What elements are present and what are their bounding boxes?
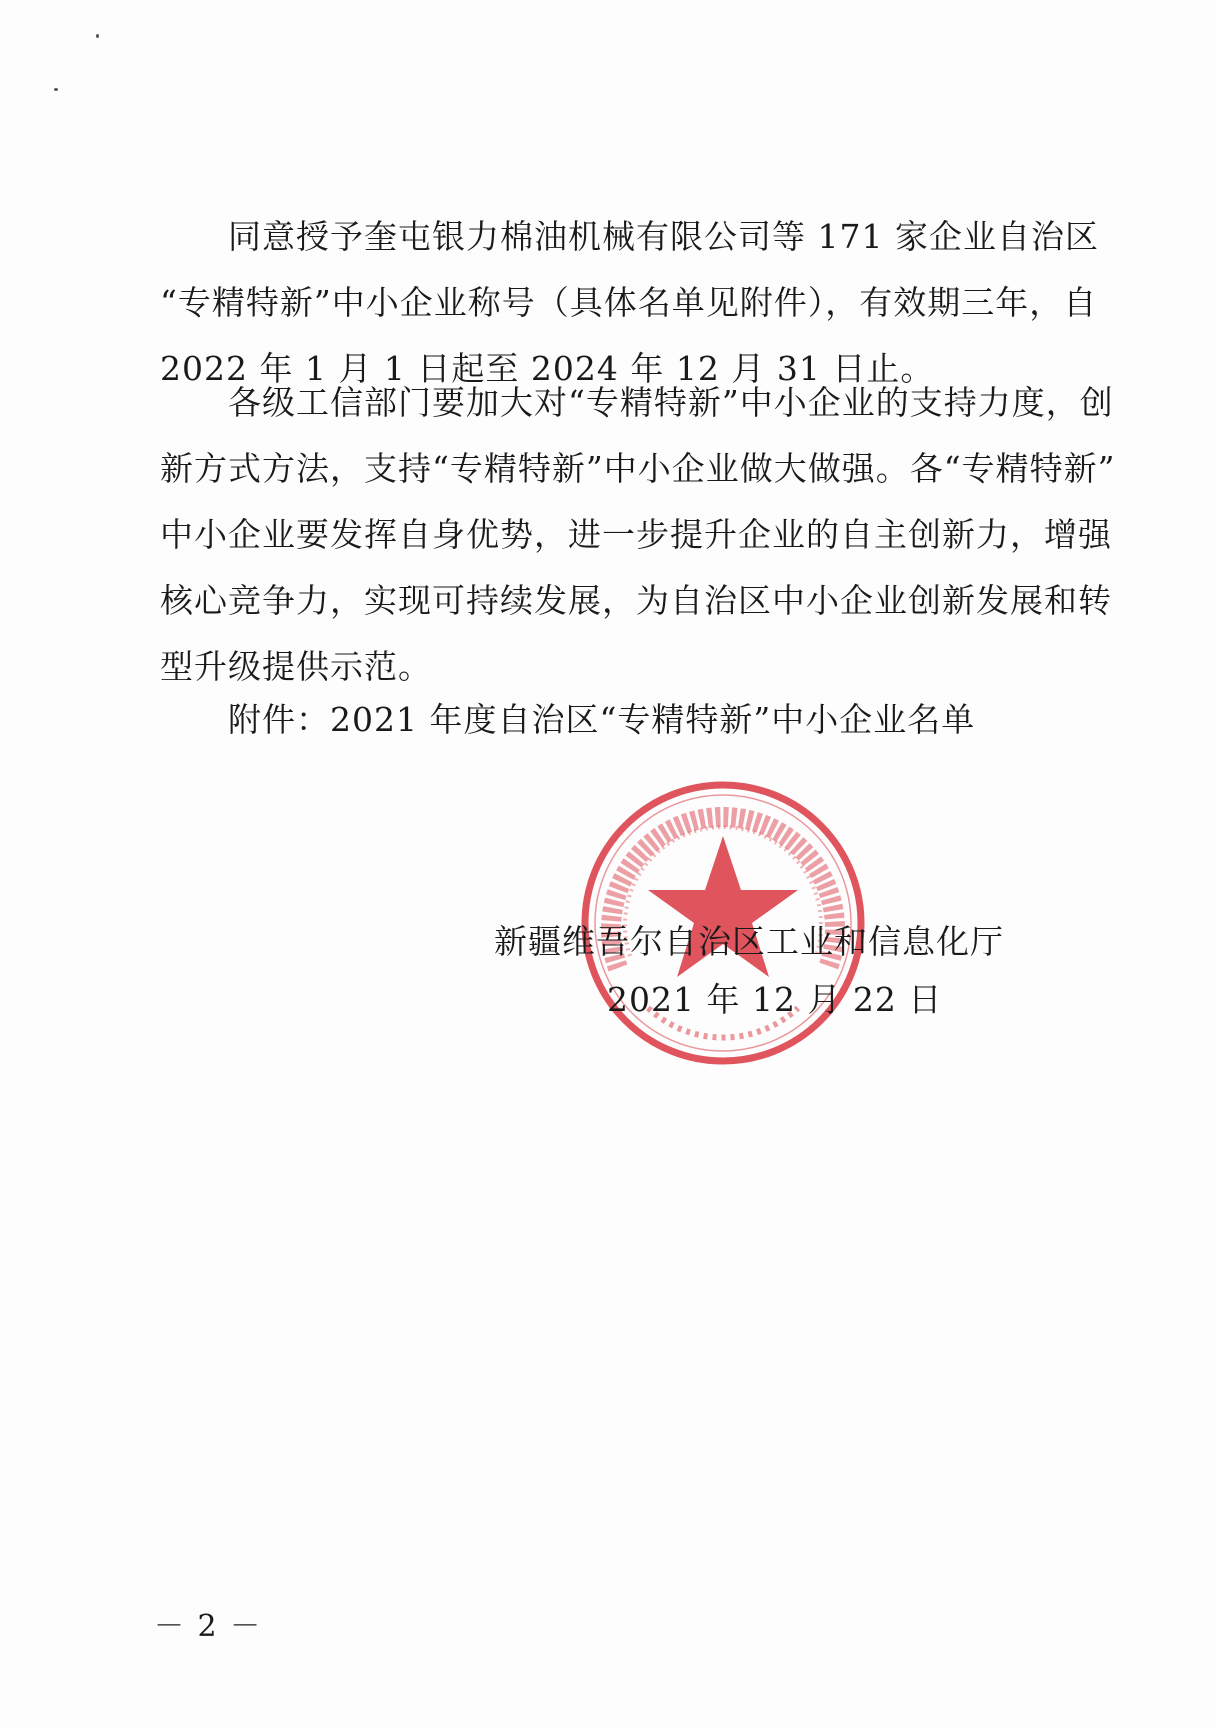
- signature-date: 2021 年 12 月 22 日: [607, 980, 943, 1019]
- scan-speck: [54, 88, 58, 91]
- paragraph-line: 新方式方法，支持“专精特新”中小企业做大做强。各“专精特新”: [160, 449, 1116, 488]
- paragraph-2: [160, 370, 1116, 700]
- signature-organization: 新疆维吾尔自治区工业和信息化厅: [494, 922, 1004, 961]
- paragraph-line: “专精特新”中小企业称号（具体名单见附件），有效期三年，自: [160, 283, 1098, 322]
- paragraph-line: 中小企业要发挥自身优势，进一步提升企业的自主创新力，增强: [160, 515, 1112, 554]
- paragraph-line: 2022 年 1 月 1 日起至 2024 年 12 月 31 日止。: [160, 349, 935, 388]
- paragraph-line: 同意授予奎屯银力棉油机械有限公司等 171 家企业自治区: [228, 217, 1099, 256]
- scan-speck: [96, 34, 99, 38]
- paragraph-line: 核心竞争力，实现可持续发展，为自治区中小企业创新发展和转: [160, 581, 1112, 620]
- paragraph-line: 各级工信部门要加大对“专精特新”中小企业的支持力度，创: [228, 383, 1114, 422]
- paragraph-line: 型升级提供示范。: [160, 647, 432, 686]
- attachment-note: 附件：2021 年度自治区“专精特新”中小企业名单: [228, 700, 976, 739]
- page-number: － 2 －: [154, 1609, 263, 1644]
